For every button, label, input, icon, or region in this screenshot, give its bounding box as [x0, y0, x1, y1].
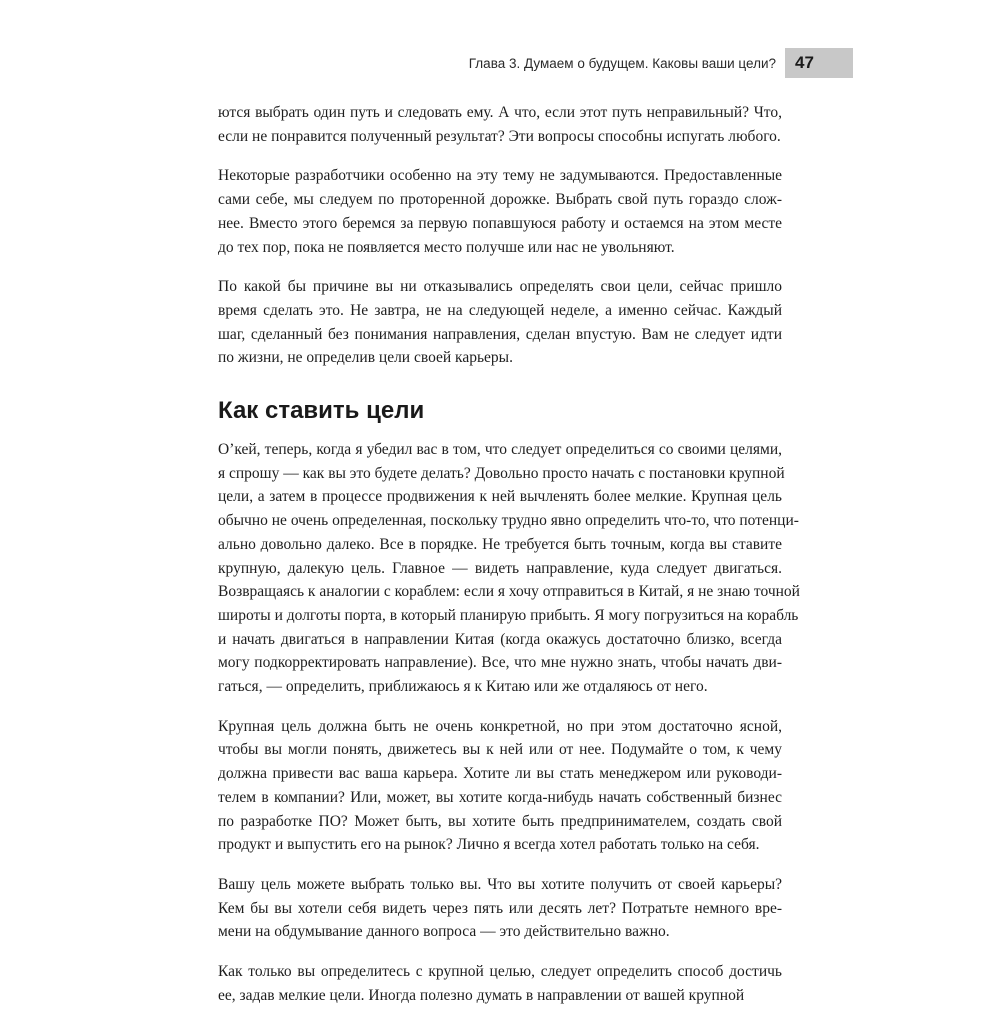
text-line: я спрошу — как вы это будете делать? Довольно просто начать с постановки крупной [218, 464, 785, 482]
text-line: нее. Вместо этого беремся за первую попавшуюся работу и остаемся на этом месте [218, 214, 782, 232]
paragraph [218, 438, 800, 699]
paragraphs-before [218, 101, 782, 370]
text-line: мени на обдумывание данного вопроса — это действительно важно. [218, 923, 670, 941]
page-number-box [785, 48, 853, 78]
paragraph [218, 715, 782, 857]
text-line: цели, а затем в процессе продвижения к ней вычленять более мелкие. Крупная цель [218, 488, 782, 506]
page-body [218, 101, 800, 1024]
text-line: ются выбрать один путь и следовать ему. А что, если этот путь неправильный? Что, [218, 104, 782, 121]
text-line: Возвращаясь к аналогии с кораблем: если я хочу отправиться в Китай, я не знаю точной [218, 583, 800, 601]
text-line: Как только вы определитесь с крупной целью, следует определить способ достичь [218, 963, 782, 981]
text-line: крупную, далекую цель. Главное — видеть направление, куда следует двигаться. [218, 559, 782, 577]
text-line: по разработке ПО? Может быть, вы хотите быть предпринимателем, создать свой [218, 812, 782, 830]
text-line: Крупная цель должна быть не очень конкретной, но при этом достаточно ясной, [218, 717, 782, 735]
paragraphs-after [218, 438, 800, 1007]
text-line: Некоторые разработчики особенно на эту тему не задумываются. Предоставленные [218, 167, 782, 185]
text-line: сами себе, мы следуем по проторенной дорожке. Выбрать свой путь гораздо слож- [218, 191, 782, 209]
text-line: По какой бы причине вы ни отказывались определять свои цели, сейчас пришло [218, 278, 782, 296]
text-line: обычно не очень определенная, поскольку трудно явно определить что-то, что потенци- [218, 512, 799, 530]
text-line: телем в компании? Или, может, вы хотите когда-нибудь начать собственный бизнес [218, 788, 782, 806]
text-line: чтобы вы могли понять, движетесь вы к ней или от нее. Подумайте о том, к чему [218, 741, 782, 759]
text-line: продукт и выпустить его на рынок? Лично я всегда хотел работать только на себя. [218, 836, 760, 854]
text-line: О’кей, теперь, когда я убедил вас в том, что следует определиться со своими целями, [218, 441, 782, 459]
running-head: Глава 3. Думаем о будущем. Каковы ваши цели? [468, 55, 776, 71]
paragraph [218, 873, 782, 944]
paragraph [218, 164, 782, 259]
page-number: 47 [795, 53, 814, 72]
text-line: ально довольно далеко. Все в порядке. Не требуется быть точным, когда вы ставите [218, 535, 782, 553]
page-header [218, 48, 853, 78]
text-line: ее, задав мелкие цели. Иногда полезно думать в направлении от вашей крупной [218, 986, 745, 1004]
section-heading: Как ставить цели [218, 397, 425, 425]
text-line: широты и долготы порта, в который планирую прибыть. Я могу погрузиться на корабль [218, 606, 799, 624]
text-line: и начать двигаться в направлении Китая (когда окажусь достаточно близко, всегда [218, 630, 782, 648]
paragraph [218, 960, 782, 1007]
text-line: Кем бы вы хотели себя видеть через пять или десять лет? Потратьте немного вре- [218, 899, 782, 917]
text-line: могу подкорректировать направление). Все, что мне нужно знать, чтобы начать дви- [218, 654, 782, 672]
text-line: время сделать это. Не завтра, не на следующей неделе, а именно сейчас. Каждый [218, 301, 782, 319]
text-line: гаться, — определить, приближаюсь я к Китаю или же отдаляюсь от него. [218, 678, 708, 696]
text-line: Вашу цель можете выбрать только вы. Что вы хотите получить от своей карьеры? [218, 875, 782, 893]
paragraph [218, 101, 782, 148]
text-line: по жизни, не определив цели своей карьеры. [218, 349, 513, 367]
text-line: должна привести вас ваша карьера. Хотите ли вы стать менеджером или руководи- [218, 765, 782, 783]
text-line: шаг, сделанный без понимания направления, сделан впустую. Вам не следует идти [218, 325, 782, 343]
text-line: если не понравится полученный результат? Эти вопросы способны испугать любого. [218, 127, 781, 145]
text-line: до тех пор, пока не появляется место получше или нас не увольняют. [218, 238, 675, 256]
paragraph [218, 275, 782, 370]
